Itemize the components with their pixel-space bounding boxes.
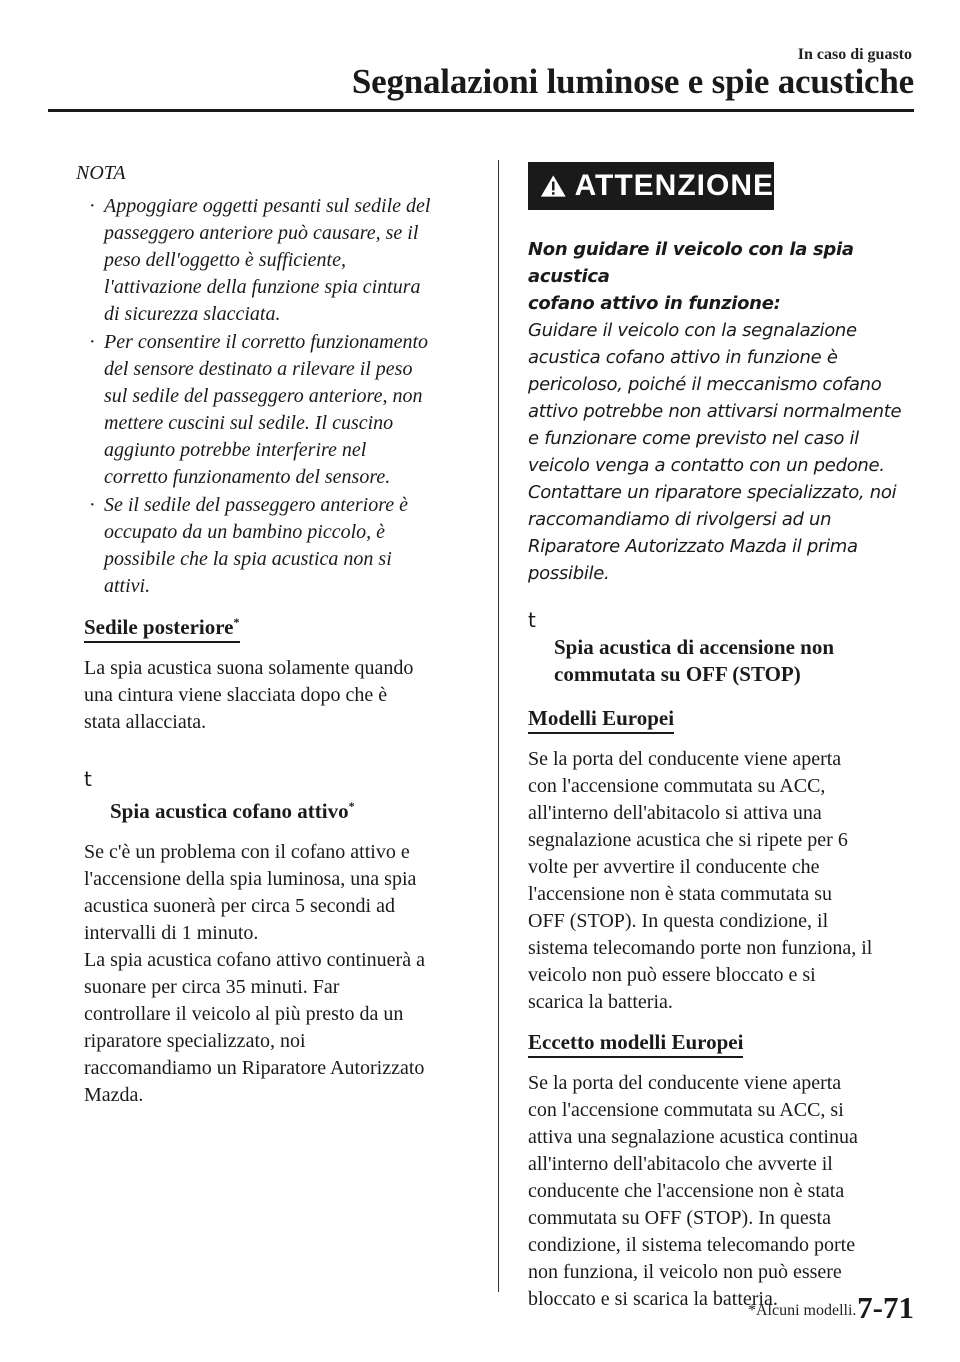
- rear-seat-text: La spia acustica suona solamente quando una cintura viene slacciata dopo che è stata allacciata.: [84, 657, 414, 733]
- non-eu-models-heading: Eccetto modelli Europei: [528, 1030, 743, 1058]
- ignition-chime-heading: t Spia acustica di accensione non commutata su OFF (STOP): [528, 608, 835, 686]
- eu-models-heading: Modelli Europei: [528, 706, 674, 734]
- hood-chime-heading: t Spia acustica cofano attivo*: [84, 767, 355, 823]
- left-column: [76, 162, 476, 1109]
- nota-item: · Se il sedile del passeggero anteriore è occupato da un bambino piccolo, è possibile che la spia acustica non si attivi.: [89, 494, 409, 597]
- warning-label: ATTENZIONE: [574, 169, 774, 202]
- rear-seat-heading: Sedile posteriore*: [84, 615, 240, 643]
- section-marker-icon: t: [528, 608, 536, 632]
- non-eu-models-text: Se la porta del conducente viene aperta con l'accensione commutata su ACC, si attiva una segnalazione acustica continua all'interno dell'abitacolo che avverte il conducente che l'accensione non è stata commutata su OFF (STOP). In questa condizione, il sistema telecomando porte non funziona, il veicolo non può essere bloccato e si scarica la batteria.: [528, 1072, 858, 1310]
- section-marker-icon: t: [84, 767, 92, 791]
- warning-text: Guidare il veicolo con la segnalazione acustica cofano attivo in funzione è pericoloso, poiché il meccanismo cofano attivo potrebbe non attivarsi normalmente e funzionare come previsto nel caso il veicolo venga a contatto con un pedone. Contattare un riparatore specializzato, noi raccomandiamo di rivolgersi ad un Riparatore Autorizzato Mazda il prima possibile.: [528, 320, 902, 584]
- footnote: *Alcuni modelli.: [748, 1302, 857, 1319]
- right-column: [528, 162, 920, 1313]
- warning-body: [528, 236, 920, 587]
- hood-chime-text: Se c'è un problema con il cofano attivo e l'accensione della spia luminosa, una spia acustica suonerà per circa 5 secondi ad intervalli di 1 minuto. La spia acustica cofano attivo continuerà a suonare per circa 35 minuti. Far controllare il veicolo al più presto da un riparatore specializzato, noi raccomandiamo un Riparatore Autorizzato Mazda.: [84, 841, 425, 1106]
- header-rule: [48, 109, 914, 112]
- warning-banner: [528, 162, 774, 210]
- warning-title: Non guidare il veicolo con la spia acustica cofano attivo in funzione:: [528, 239, 854, 314]
- header-section-label: In caso di guasto: [797, 46, 912, 63]
- nota-item: · Per consentire il corretto funzionamento del sensore destinato a rilevare il peso sul sedile del passeggero anteriore, non mettere cuscini sul sedile. Il cuscino aggiunto potrebbe interferire nel corretto funzionamento del sensore.: [89, 331, 429, 488]
- warning-triangle-icon: [540, 173, 567, 199]
- eu-models-text: Se la porta del conducente viene aperta con l'accensione commutata su ACC, all'interno dell'abitacolo si attiva una segnalazione acustica che si ripete per 6 volte per avvertire il conducente che l'accensione non è stata commutata su OFF (STOP). In questa condizione, il sistema telecomando porte non funziona, il veicolo non può essere bloccato e si scarica la batteria.: [528, 748, 873, 1013]
- nota-list: [84, 193, 476, 600]
- nota-item: · Appoggiare oggetti pesanti sul sedile del passeggero anteriore può causare, se il peso dell'oggetto è sufficiente, l'attivazione della funzione spia cintura di sicurezza slacciata.: [89, 195, 431, 325]
- nota-label: NOTA: [76, 162, 126, 184]
- column-divider: [498, 160, 499, 1292]
- page-number: 7-71: [857, 1290, 914, 1325]
- page-title: Segnalazioni luminose e spie acustiche: [351, 62, 914, 101]
